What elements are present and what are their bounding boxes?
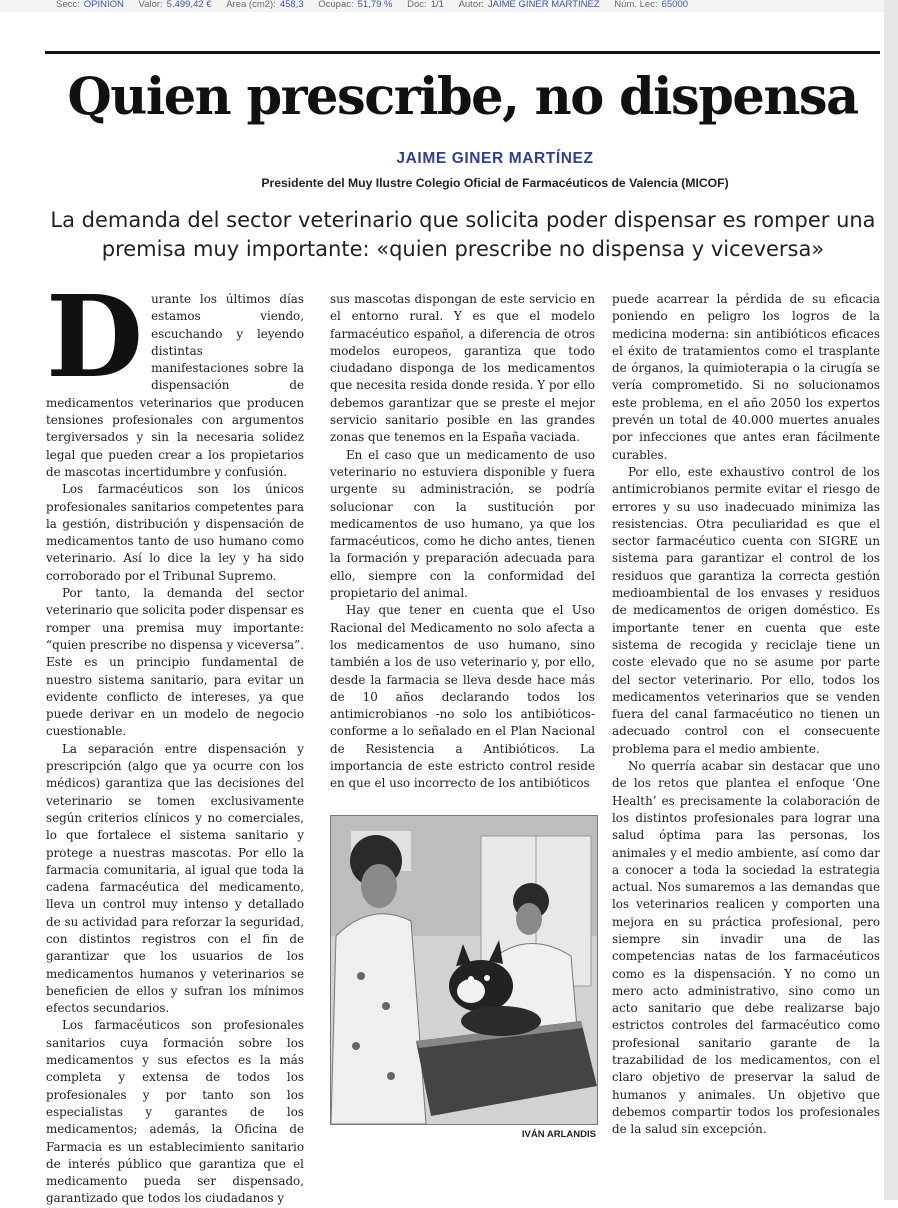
clipping-metadata-bar <box>0 0 898 12</box>
paragraph: urante los últimos días estamos viendo, escuchando y leyendo distintas manifestaciones sobre la dispensación de medicamentos veterinarios que producen tensiones profesionales con argumentos tergiversados y sin la necesaria solidez legal que pueden crear a los propietarios de mascotas incertidumbre y confusión. <box>46 292 304 479</box>
paragraph: La separación entre dispensación y prescripción (algo que ya ocurre con los médicos) garantiza que las decisiones del veterinario se tomen exclusivamente según criterios clínicos y no comerciales, lo que fortalece el sistema sanitario y protege a nuestras mascotas. Por ello la farmacia comunitaria, al igual que toda la cadena farmacéutica del medicamento, lleva un control muy intenso y detallado de su actividad para reforzar la seguridad, con distintos registros con el fin de garantizar que los usuarios de los medicamentos humanos y veterinarios se beneficien de ellos y sufran los mínimos efectos secundarios. <box>46 741 304 1016</box>
paragraph: Hay que tener en cuenta que el Uso Racional del Medicamento no solo afecta a los medicamentos de uso humano, sino también a los de uso veterinario y, por ello, desde la farmacia se lleva desde hace más de 10 años declarando todos los antimicrobianos -no solo los antibióticos- conforme a lo señalado en el Plan Nacional de Resistencia a Antibióticos. La importancia de este estricto control reside en que el uso incorrecto de los antibióticos <box>330 603 595 791</box>
article-headline: Quien prescribe, no dispensa <box>67 67 858 127</box>
article-column-2 <box>330 291 595 793</box>
meta-occupancy: Ocupac: 51,79 % <box>318 0 393 10</box>
paragraph: Los farmacéuticos son los únicos profesionales sanitarios competentes para la gestión, distribución y dispensación de medicamentos tanto de uso humano como veterinario. Así lo dice la ley y ha sido corroborado por el Tribunal Supremo. <box>46 482 304 583</box>
article-column-3 <box>612 291 880 1139</box>
meta-author: Autor: JAIME GINER MARTÍNEZ <box>458 0 600 10</box>
article-lead: La demanda del sector veterinario que solicita poder dispensar es romper una premisa muy importante: «quien prescribe no dispensa y viceversa» <box>50 208 876 261</box>
top-rule <box>45 51 880 54</box>
meta-doc: Doc: 1/1 <box>407 0 444 10</box>
author-role: Presidente del Muy Ilustre Colegio Oficial de Farmacéuticos de Valencia (MICOF) <box>261 176 729 190</box>
paragraph: Por tanto, la demanda del sector veterinario que solicita poder dispensar es romper una premisa muy importante: “quien prescribe no dispensa y viceversa”. Este es un principio fundamental de nuestro sistema sanitario, para evitar un evidente conflicto de intereses, ya que puede derivar en un modelo de negocio cuestionable. <box>46 586 304 739</box>
photo-illustration <box>331 816 597 1124</box>
meta-readers: Núm. Lec: 65000 <box>614 0 689 10</box>
article-photo <box>330 815 598 1125</box>
paragraph: puede acarrear la pérdida de su eficacia poniendo en peligro los logros de la medicina moderna: sin antibióticos eficaces el éxito de tratamientos como el trasplante de órganos, la quimioterapia o la cirugía se vería comprometido. Si no solucionamos este problema, en el año 2050 los expertos prevén un total de 40.000 muertes anuales por infecciones que antes eran fácilmente curables. <box>612 292 880 462</box>
paragraph: No querría acabar sin destacar que uno de los retos que plantea el enfoque ‘One Health’ es precisamente la colaboración de los distintos profesionales para lograr una salud óptima para las personas, los animales y el medio ambiente, así como dar a conocer a toda la sociedad la estrategia actual. Nos sumaremos a las demandas que los veterinarios realicen y comporten una mejora en su práctica profesional, pero siempre sin invadir una de las competencias natas de los farmacéuticos como es la dispensación. Y no como un mero acto administrativo, sino como un acto sanitario que debe realizarse bajo estrictos controles del farmacéutico como profesional sanitario garante de la trazabilidad de los medicamentos, con el claro objetivo de preservar la salud de humanos y animales. Un objetivo que debemos compartir todos los profesionales de la salud sin excepción. <box>612 759 880 1137</box>
meta-section: Secc: OPINIÓN <box>56 0 124 10</box>
photo-credit: IVÁN ARLANDIS <box>521 1129 596 1140</box>
paragraph: Por ello, este exhaustivo control de los antimicrobianos permite evitar el riesgo de errores y su uso inadecuado minimiza las resistencias. Otra peculiaridad es que el sector farmacéutico cuenta con SIGRE un sistema para garantizar el control de los residuos que garantiza la correcta gestión medioambiental de los envases y residuos de medicamentos de origen doméstico. Es importante tener en cuenta que este sistema de recogida y reciclaje tiene un coste elevado que no se asume por parte del sector veterinario. Por ello, todos los medicamentos veterinarios que se venden fuera del canal farmacéutico no tienen un adecuado control con el consecuente problema para el medio ambiente. <box>612 464 880 756</box>
meta-value: Valor: 5.499,42 € <box>138 0 212 10</box>
paragraph: Los farmacéuticos son profesionales sanitarios cuya formación sobre los medicamentos y sus efectos es la más completa y extensa de todos los profesionales y por tanto son los especialistas y garantes de los medicamentos; además, la Oficina de Farmacia es un establecimiento sanitario de interés público que garantiza que el medicamento pueda ser dispensado, garantizado que todos los ciudadanos y <box>46 1018 304 1206</box>
author-name: JAIME GINER MARTÍNEZ <box>396 150 594 167</box>
article-column-1 <box>46 272 304 1208</box>
meta-area: Área (cm2): 458,3 <box>226 0 304 10</box>
paragraph: sus mascotas dispongan de este servicio en el entorno rural. Y es que el modelo farmacéutico español, a diferencia de otros modelos europeos, garantiza que todo ciudadano disponga de los medicamentos que necesita resida donde resida. Y por ello debemos garantizar que se preste el mejor servicio sanitario posible en las grandes zonas que tenemos en la España vaciada. <box>330 292 595 445</box>
paragraph: En el caso que un medicamento de uso veterinario no estuviera disponible y fuera urgente su administración, se podría solucionar con la sustitución por medicamentos de uso humano, ya que los farmacéuticos, como he dicho antes, tienen la formación y preparación adecuada para ello, siempre con la conformidad del propietario del animal. <box>330 447 595 601</box>
drop-cap: D <box>46 272 144 403</box>
